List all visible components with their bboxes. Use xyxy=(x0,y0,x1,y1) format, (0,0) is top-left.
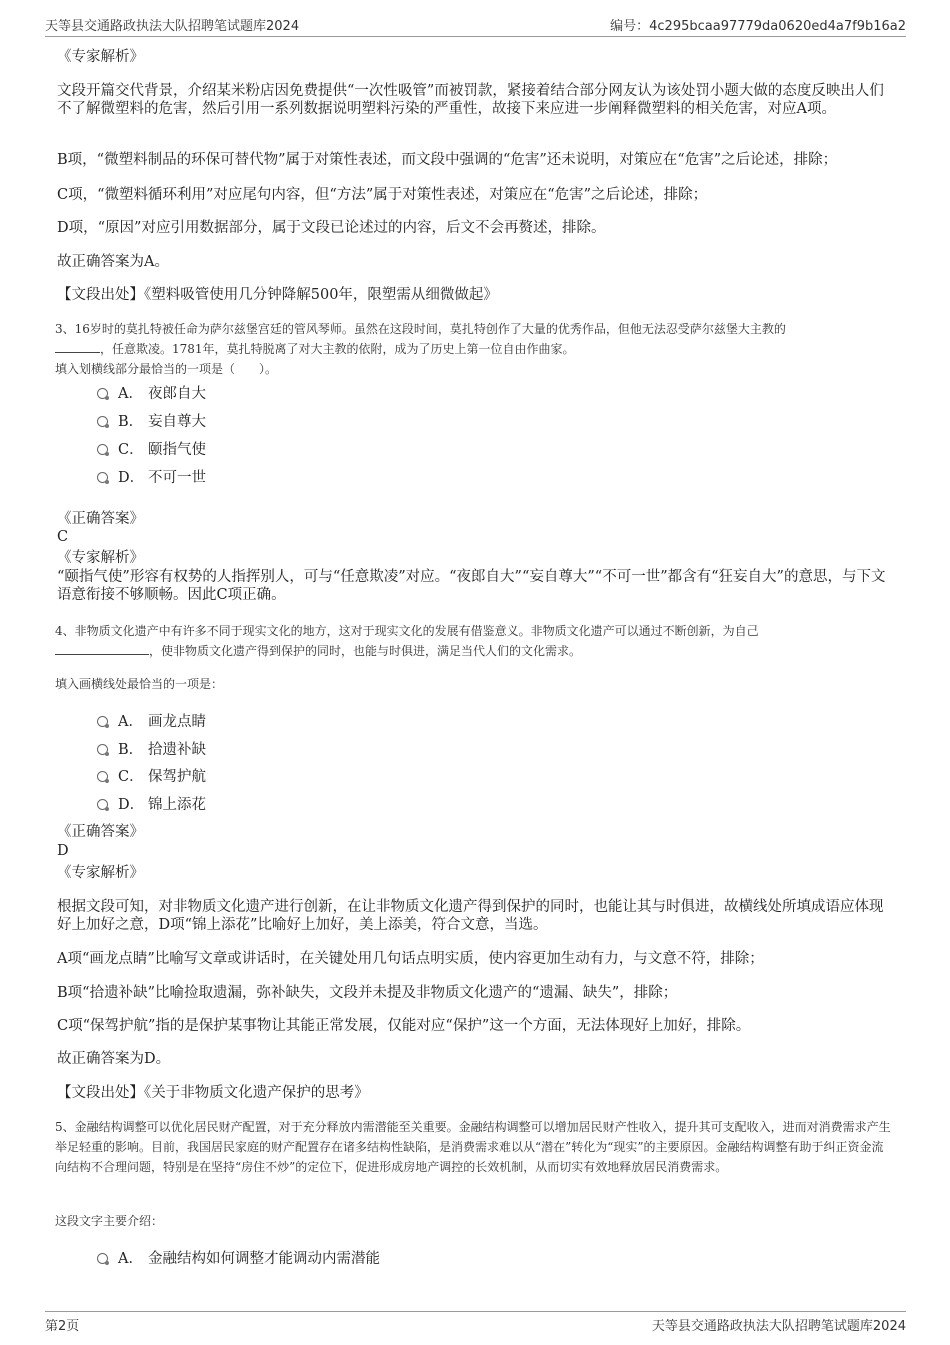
option-text: 保驾护航 xyxy=(148,769,206,785)
analysis-paragraph: 根据文段可知，对非物质文化遗产进行创新，在让非物质文化遗产得到保护的同时，也能让其与时俱进，故横线处所填成语应体现好上加好之意，D项“锦上添花”比喻好上加好，美上添美，符合文意，当选。 xyxy=(57,899,884,933)
radio-button-icon[interactable] xyxy=(97,472,108,483)
option-text: 金融结构如何调整才能调动内需潜能 xyxy=(148,1251,380,1267)
option-text: 夜郎自大 xyxy=(148,386,206,402)
analysis-label: 《专家解析》 xyxy=(57,550,144,566)
page-number: 第2页 xyxy=(45,1319,80,1334)
analysis-paragraph: A项“画龙点睛”比喻写文章或讲话时，在关键处用几句话点明实质，使内容更加生动有力，与文意不符，排除； xyxy=(57,951,764,967)
question-prompt: 填入画横线处最恰当的一项是： xyxy=(55,677,224,691)
radio-button-icon[interactable] xyxy=(97,744,108,755)
radio-button-icon[interactable] xyxy=(97,799,108,810)
question-stem: 5、金融结构调整可以优化居民财产配置，对于充分释放内需潜能至关重要。金融结构调整可以增加居民财产性收入，提升其可支配收入，进而对消费需求产生举足轻重的影响。目前，我国居民家庭的财产配置存在诸多结构性缺陷，是消费需求难以从“潜在”转化为“现实”的主要原因。金融结构调整有助于纠正资金流向结构不合理问题，特别是在坚持“房住不炒”的定位下，促进形成房地产调控的长效机制，从而切实有效地释放居民消费需求。 xyxy=(55,1120,891,1174)
fill-blank xyxy=(55,339,100,353)
option-key: C． xyxy=(118,442,144,458)
question-stem-part: ，使非物质文化遗产得到保护的同时，也能与时俱进，满足当代人们的文化需求。 xyxy=(149,644,582,658)
option-key: A． xyxy=(118,1251,143,1267)
option-text: 不可一世 xyxy=(148,470,206,486)
analysis-paragraph: C项，“微塑料循环利用”对应尾句内容，但“方法”属于对策性表述，对策应在“危害”之后论述，排除； xyxy=(57,187,708,203)
question-stem-part: 4、非物质文化遗产中有许多不同于现实文化的地方，这对于现实文化的发展有借鉴意义。非物质文化遗产可以通过不断创新，为自己 xyxy=(55,624,759,638)
option-key: B． xyxy=(118,414,144,430)
analysis-paragraph: B项，“微塑料制品的环保可替代物”属于对策性表述，而文段中强调的“危害”还未说明，对策应在“危害”之后论述，排除； xyxy=(57,152,838,168)
option-text: 颐指气使 xyxy=(148,442,206,458)
analysis-paragraph: 文段开篇交代背景，介绍某米粉店因免费提供“一次性吸管”而被罚款，紧接着结合部分网友认为该处罚小题大做的态度反映出人们不了解微塑料的危害，然后引用一系列数据说明塑料污染的严重性，故接下来应进一步阐释微塑料的相关危害，对应A项。 xyxy=(57,83,884,117)
radio-button-icon[interactable] xyxy=(97,444,108,455)
option-key: D． xyxy=(118,797,145,813)
option-key: A． xyxy=(118,714,143,730)
answer-value: D xyxy=(57,843,69,859)
answer-value: C xyxy=(57,529,69,545)
analysis-paragraph: C项“保驾护航”指的是保护某事物让其能正常发展，仅能对应“保护”这一个方面，无法体现好上加好，排除。 xyxy=(57,1018,751,1034)
question-stem xyxy=(55,319,895,359)
option-key: C． xyxy=(118,769,144,785)
question-stem xyxy=(55,621,895,661)
source-citation: 【文段出处】《塑料吸管使用几分钟降解500年，限塑需从细微做起》 xyxy=(57,287,498,303)
header-serial: 编号：4c295bcaa97779da0620ed4a7f9b16a2 xyxy=(610,19,906,34)
question-stem-part: ，任意欺凌。1781年，莫扎特脱离了对大主教的依附，成为了历史上第一位自由作曲家。 xyxy=(100,342,575,356)
answer-label: 《正确答案》 xyxy=(57,511,144,527)
option-text: 画龙点睛 xyxy=(148,714,206,730)
analysis-paragraph: D项，“原因”对应引用数据部分，属于文段已论述过的内容，后文不会再赘述，排除。 xyxy=(57,220,606,236)
source-citation: 【文段出处】《关于非物质文化遗产保护的思考》 xyxy=(57,1085,369,1101)
option-key: D． xyxy=(118,470,145,486)
question-stem-part: 3、16岁时的莫扎特被任命为萨尔兹堡宫廷的管风琴师。虽然在这段时间，莫扎特创作了大量的优秀作品，但他无法忍受萨尔兹堡大主教的 xyxy=(55,322,786,336)
question-prompt: 这段文字主要介绍： xyxy=(55,1214,164,1228)
option-key: A． xyxy=(118,386,143,402)
analysis-label: 《专家解析》 xyxy=(57,49,144,65)
option-text: 妄自尊大 xyxy=(148,414,206,430)
analysis-conclusion: 故正确答案为A。 xyxy=(57,254,169,270)
option-key: B． xyxy=(118,742,144,758)
option-text: 锦上添花 xyxy=(148,797,206,813)
page-header xyxy=(45,14,906,37)
radio-button-icon[interactable] xyxy=(97,416,108,427)
footer-title: 天等县交通路政执法大队招聘笔试题库2024 xyxy=(651,1319,906,1334)
radio-button-icon[interactable] xyxy=(97,771,108,782)
question-prompt: 填入划横线部分最恰当的一项是（ ）。 xyxy=(55,362,278,376)
analysis-label: 《专家解析》 xyxy=(57,865,144,881)
radio-button-icon[interactable] xyxy=(97,388,108,399)
radio-button-icon[interactable] xyxy=(97,1253,108,1264)
page-footer xyxy=(45,1311,906,1336)
analysis-conclusion: 故正确答案为D。 xyxy=(57,1051,171,1067)
header-title: 天等县交通路政执法大队招聘笔试题库2024 xyxy=(45,19,300,34)
radio-button-icon[interactable] xyxy=(97,716,108,727)
analysis-paragraph: B项“拾遗补缺”比喻捡取遗漏，弥补缺失，文段并未提及非物质文化遗产的“遗漏、缺失”，排除； xyxy=(57,985,678,1001)
analysis-paragraph: “颐指气使”形容有权势的人指挥别人，可与“任意欺凌”对应。“夜郎自大”“妄自尊大”“不可一世”都含有“狂妄自大”的意思，与下文语意衔接不够顺畅。因此C项正确。 xyxy=(57,569,886,603)
option-text: 拾遗补缺 xyxy=(148,742,206,758)
answer-label: 《正确答案》 xyxy=(57,824,144,840)
fill-blank xyxy=(55,641,149,655)
